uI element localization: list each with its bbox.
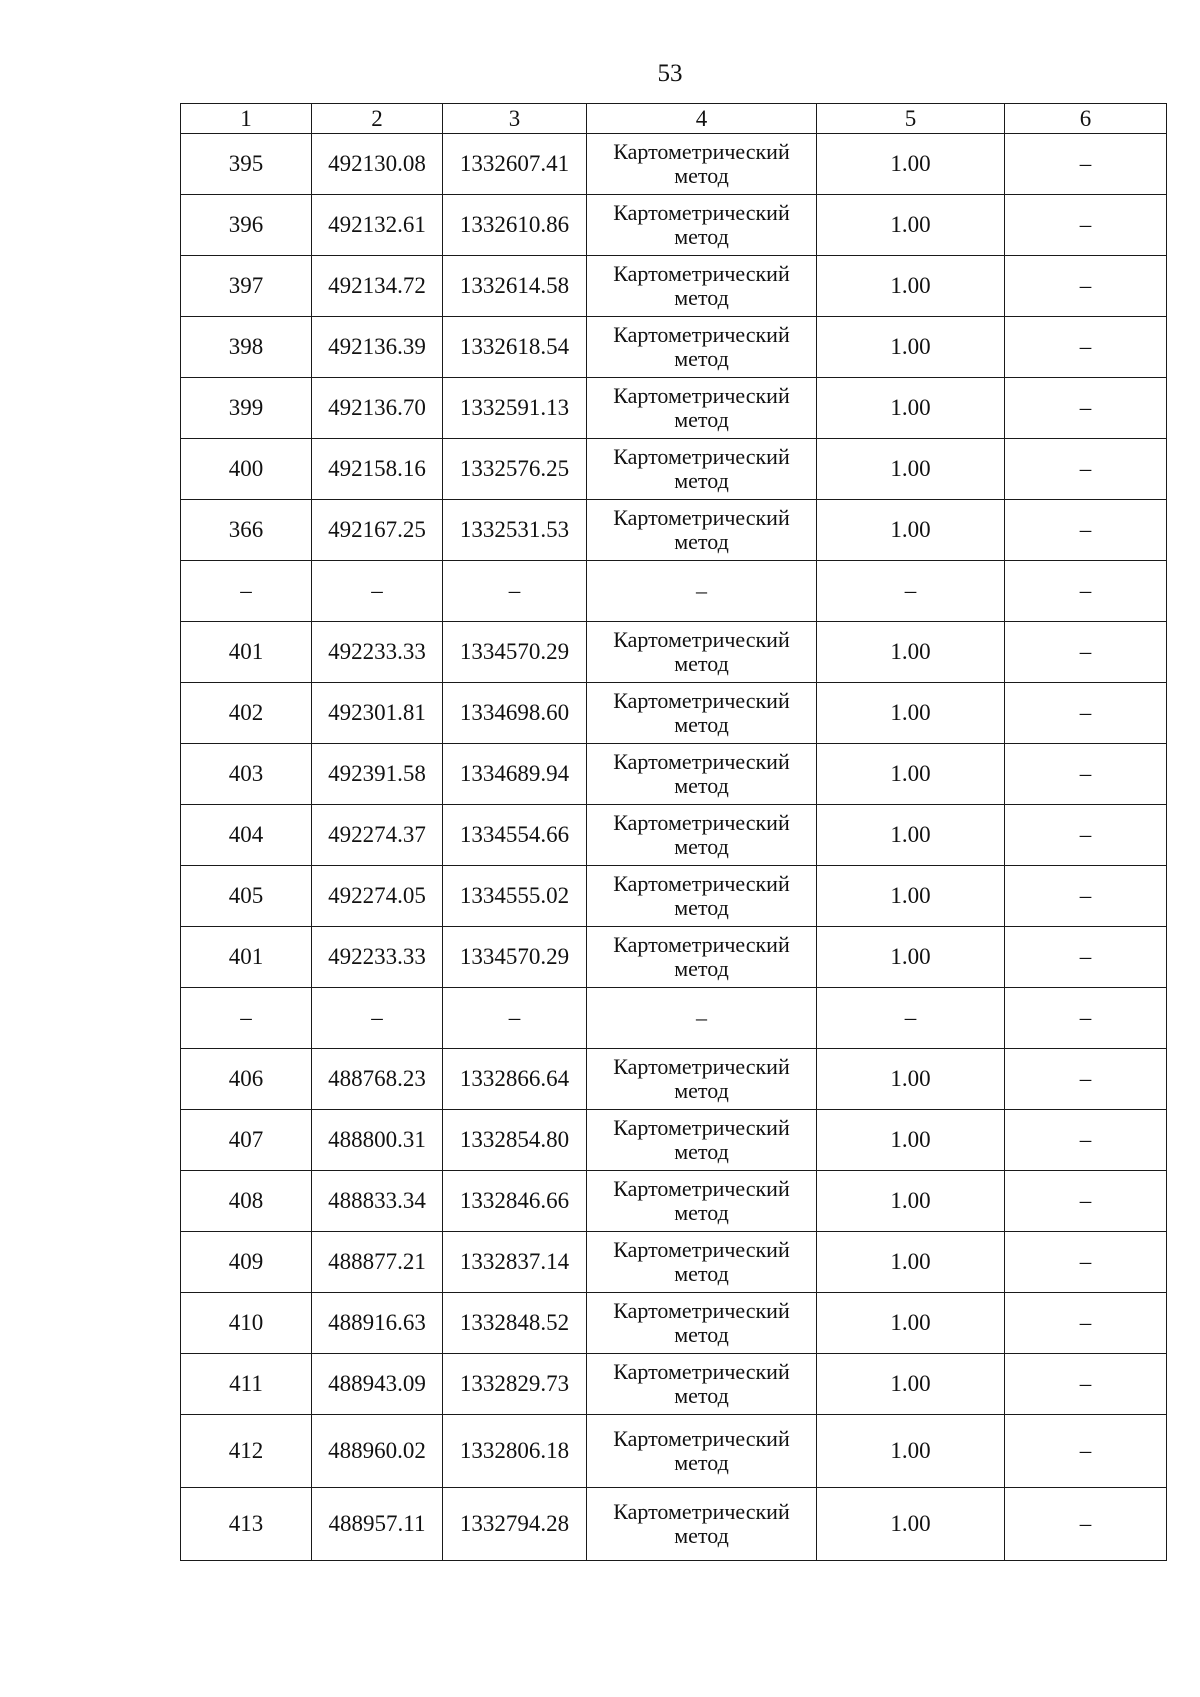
table-row <box>181 1171 1167 1232</box>
accuracy-cell: 1.00 <box>817 1354 1005 1415</box>
method-line-1: – <box>696 1005 707 1030</box>
x-coordinate-cell: 492158.16 <box>312 439 443 500</box>
table-row <box>181 1415 1167 1488</box>
table-row <box>181 1488 1167 1561</box>
method-line-1: Картометрический <box>613 1176 790 1201</box>
method-cell <box>587 683 817 744</box>
point-number-cell: 397 <box>181 256 312 317</box>
method-line-2: метод <box>674 468 729 493</box>
method-line-2: метод <box>674 1322 729 1347</box>
y-coordinate-cell: 1334698.60 <box>443 683 587 744</box>
method-line-1: Картометрический <box>613 627 790 652</box>
method-line-2: метод <box>674 956 729 981</box>
note-cell: – <box>1005 134 1167 195</box>
note-cell: – <box>1005 744 1167 805</box>
method-line-1: – <box>696 578 707 603</box>
column-header: 3 <box>443 104 587 134</box>
method-cell <box>587 317 817 378</box>
note-cell: – <box>1005 1171 1167 1232</box>
coordinates-table <box>180 103 1167 1561</box>
point-number-cell: 406 <box>181 1049 312 1110</box>
column-header: 4 <box>587 104 817 134</box>
table-row <box>181 1293 1167 1354</box>
method-cell <box>587 1232 817 1293</box>
note-cell: – <box>1005 439 1167 500</box>
accuracy-cell: 1.00 <box>817 195 1005 256</box>
point-number-cell: 404 <box>181 805 312 866</box>
point-number-cell: – <box>181 988 312 1049</box>
accuracy-cell: 1.00 <box>817 378 1005 439</box>
note-cell: – <box>1005 1049 1167 1110</box>
x-coordinate-cell: 492130.08 <box>312 134 443 195</box>
point-number-cell: 411 <box>181 1354 312 1415</box>
accuracy-cell: 1.00 <box>817 317 1005 378</box>
x-coordinate-cell: 488943.09 <box>312 1354 443 1415</box>
y-coordinate-cell: 1332610.86 <box>443 195 587 256</box>
method-line-1: Картометрический <box>613 871 790 896</box>
y-coordinate-cell: 1334689.94 <box>443 744 587 805</box>
table-row <box>181 1110 1167 1171</box>
table-row <box>181 561 1167 622</box>
x-coordinate-cell: 488800.31 <box>312 1110 443 1171</box>
accuracy-cell: 1.00 <box>817 256 1005 317</box>
accuracy-cell: 1.00 <box>817 683 1005 744</box>
x-coordinate-cell: 488833.34 <box>312 1171 443 1232</box>
y-coordinate-cell: 1332531.53 <box>443 500 587 561</box>
method-cell <box>587 1415 817 1488</box>
column-header: 6 <box>1005 104 1167 134</box>
accuracy-cell: 1.00 <box>817 622 1005 683</box>
point-number-cell: 401 <box>181 622 312 683</box>
point-number-cell: – <box>181 561 312 622</box>
method-line-1: Картометрический <box>613 1359 790 1384</box>
method-line-2: метод <box>674 1261 729 1286</box>
method-cell <box>587 256 817 317</box>
method-line-2: метод <box>674 1200 729 1225</box>
method-line-2: метод <box>674 651 729 676</box>
method-line-2: метод <box>674 224 729 249</box>
point-number-cell: 400 <box>181 439 312 500</box>
point-number-cell: 407 <box>181 1110 312 1171</box>
note-cell: – <box>1005 256 1167 317</box>
note-cell: – <box>1005 988 1167 1049</box>
y-coordinate-cell: 1334570.29 <box>443 622 587 683</box>
table-row <box>181 1354 1167 1415</box>
y-coordinate-cell: 1332848.52 <box>443 1293 587 1354</box>
table-row <box>181 927 1167 988</box>
accuracy-cell: 1.00 <box>817 927 1005 988</box>
table-row <box>181 683 1167 744</box>
method-cell <box>587 500 817 561</box>
accuracy-cell: – <box>817 988 1005 1049</box>
accuracy-cell: 1.00 <box>817 134 1005 195</box>
table-row <box>181 622 1167 683</box>
x-coordinate-cell: 492274.37 <box>312 805 443 866</box>
table-row <box>181 1049 1167 1110</box>
y-coordinate-cell: 1334554.66 <box>443 805 587 866</box>
method-line-1: Картометрический <box>613 1115 790 1140</box>
table-row <box>181 805 1167 866</box>
y-coordinate-cell: 1332618.54 <box>443 317 587 378</box>
column-header: 2 <box>312 104 443 134</box>
x-coordinate-cell: 492136.39 <box>312 317 443 378</box>
method-cell <box>587 1049 817 1110</box>
x-coordinate-cell: 492301.81 <box>312 683 443 744</box>
accuracy-cell: – <box>817 561 1005 622</box>
method-line-2: метод <box>674 1450 729 1475</box>
accuracy-cell: 1.00 <box>817 805 1005 866</box>
method-line-2: метод <box>674 529 729 554</box>
x-coordinate-cell: 492134.72 <box>312 256 443 317</box>
method-line-1: Картометрический <box>613 932 790 957</box>
method-line-1: Картометрический <box>613 1054 790 1079</box>
table-row <box>181 317 1167 378</box>
x-coordinate-cell: 492233.33 <box>312 927 443 988</box>
y-coordinate-cell: – <box>443 561 587 622</box>
table-row <box>181 439 1167 500</box>
x-coordinate-cell: 492132.61 <box>312 195 443 256</box>
x-coordinate-cell: 492233.33 <box>312 622 443 683</box>
table-row <box>181 500 1167 561</box>
accuracy-cell: 1.00 <box>817 439 1005 500</box>
column-header: 1 <box>181 104 312 134</box>
method-cell <box>587 561 817 622</box>
method-line-2: метод <box>674 834 729 859</box>
y-coordinate-cell: 1332846.66 <box>443 1171 587 1232</box>
method-line-2: метод <box>674 163 729 188</box>
method-cell <box>587 622 817 683</box>
method-line-2: метод <box>674 285 729 310</box>
method-cell <box>587 134 817 195</box>
method-line-2: метод <box>674 1523 729 1548</box>
method-cell <box>587 927 817 988</box>
x-coordinate-cell: 492136.70 <box>312 378 443 439</box>
point-number-cell: 412 <box>181 1415 312 1488</box>
x-coordinate-cell: 492167.25 <box>312 500 443 561</box>
point-number-cell: 396 <box>181 195 312 256</box>
accuracy-cell: 1.00 <box>817 1232 1005 1293</box>
method-line-2: метод <box>674 1139 729 1164</box>
x-coordinate-cell: – <box>312 988 443 1049</box>
method-line-1: Картометрический <box>613 444 790 469</box>
table-row <box>181 134 1167 195</box>
y-coordinate-cell: 1332837.14 <box>443 1232 587 1293</box>
y-coordinate-cell: 1332607.41 <box>443 134 587 195</box>
accuracy-cell: 1.00 <box>817 1293 1005 1354</box>
y-coordinate-cell: 1332866.64 <box>443 1049 587 1110</box>
accuracy-cell: 1.00 <box>817 744 1005 805</box>
accuracy-cell: 1.00 <box>817 1415 1005 1488</box>
note-cell: – <box>1005 1110 1167 1171</box>
table-body <box>181 134 1167 1561</box>
accuracy-cell: 1.00 <box>817 500 1005 561</box>
method-cell <box>587 1293 817 1354</box>
method-cell <box>587 805 817 866</box>
note-cell: – <box>1005 927 1167 988</box>
method-cell <box>587 1488 817 1561</box>
point-number-cell: 410 <box>181 1293 312 1354</box>
point-number-cell: 399 <box>181 378 312 439</box>
method-line-1: Картометрический <box>613 200 790 225</box>
method-line-1: Картометрический <box>613 1237 790 1262</box>
method-line-1: Картометрический <box>613 261 790 286</box>
note-cell: – <box>1005 622 1167 683</box>
table-row <box>181 195 1167 256</box>
table-row <box>181 256 1167 317</box>
table-row <box>181 866 1167 927</box>
y-coordinate-cell: – <box>443 988 587 1049</box>
method-line-1: Картометрический <box>613 1298 790 1323</box>
method-line-1: Картометрический <box>613 139 790 164</box>
accuracy-cell: 1.00 <box>817 1110 1005 1171</box>
x-coordinate-cell: 488916.63 <box>312 1293 443 1354</box>
method-line-1: Картометрический <box>613 810 790 835</box>
x-coordinate-cell: – <box>312 561 443 622</box>
column-header: 5 <box>817 104 1005 134</box>
note-cell: – <box>1005 500 1167 561</box>
method-line-1: Картометрический <box>613 1426 790 1451</box>
point-number-cell: 409 <box>181 1232 312 1293</box>
method-line-1: Картометрический <box>613 322 790 347</box>
note-cell: – <box>1005 1354 1167 1415</box>
table-row <box>181 744 1167 805</box>
x-coordinate-cell: 488957.11 <box>312 1488 443 1561</box>
point-number-cell: 413 <box>181 1488 312 1561</box>
note-cell: – <box>1005 378 1167 439</box>
x-coordinate-cell: 492391.58 <box>312 744 443 805</box>
point-number-cell: 405 <box>181 866 312 927</box>
accuracy-cell: 1.00 <box>817 1171 1005 1232</box>
method-cell <box>587 744 817 805</box>
note-cell: – <box>1005 805 1167 866</box>
note-cell: – <box>1005 1488 1167 1561</box>
note-cell: – <box>1005 195 1167 256</box>
method-line-2: метод <box>674 1383 729 1408</box>
method-line-2: метод <box>674 407 729 432</box>
method-cell <box>587 1354 817 1415</box>
method-line-1: Картометрический <box>613 1499 790 1524</box>
point-number-cell: 395 <box>181 134 312 195</box>
note-cell: – <box>1005 1415 1167 1488</box>
method-line-2: метод <box>674 1078 729 1103</box>
method-line-2: метод <box>674 712 729 737</box>
page-number: 53 <box>657 60 683 87</box>
y-coordinate-cell: 1332829.73 <box>443 1354 587 1415</box>
accuracy-cell: 1.00 <box>817 1488 1005 1561</box>
method-cell <box>587 1171 817 1232</box>
method-line-1: Картометрический <box>613 505 790 530</box>
method-cell <box>587 378 817 439</box>
y-coordinate-cell: 1332576.25 <box>443 439 587 500</box>
point-number-cell: 403 <box>181 744 312 805</box>
note-cell: – <box>1005 683 1167 744</box>
method-line-1: Картометрический <box>613 383 790 408</box>
method-line-1: Картометрический <box>613 688 790 713</box>
table-row <box>181 378 1167 439</box>
method-line-2: метод <box>674 346 729 371</box>
method-cell <box>587 988 817 1049</box>
y-coordinate-cell: 1334555.02 <box>443 866 587 927</box>
table-row <box>181 1232 1167 1293</box>
method-cell <box>587 439 817 500</box>
note-cell: – <box>1005 1232 1167 1293</box>
y-coordinate-cell: 1332591.13 <box>443 378 587 439</box>
x-coordinate-cell: 488768.23 <box>312 1049 443 1110</box>
x-coordinate-cell: 488960.02 <box>312 1415 443 1488</box>
accuracy-cell: 1.00 <box>817 1049 1005 1110</box>
note-cell: – <box>1005 561 1167 622</box>
method-cell <box>587 195 817 256</box>
y-coordinate-cell: 1332854.80 <box>443 1110 587 1171</box>
note-cell: – <box>1005 866 1167 927</box>
table-row <box>181 988 1167 1049</box>
point-number-cell: 402 <box>181 683 312 744</box>
y-coordinate-cell: 1332806.18 <box>443 1415 587 1488</box>
y-coordinate-cell: 1332614.58 <box>443 256 587 317</box>
method-cell <box>587 866 817 927</box>
method-cell <box>587 1110 817 1171</box>
note-cell: – <box>1005 1293 1167 1354</box>
point-number-cell: 366 <box>181 500 312 561</box>
method-line-1: Картометрический <box>613 749 790 774</box>
note-cell: – <box>1005 317 1167 378</box>
x-coordinate-cell: 488877.21 <box>312 1232 443 1293</box>
point-number-cell: 398 <box>181 317 312 378</box>
point-number-cell: 401 <box>181 927 312 988</box>
accuracy-cell: 1.00 <box>817 866 1005 927</box>
method-line-2: метод <box>674 773 729 798</box>
x-coordinate-cell: 492274.05 <box>312 866 443 927</box>
method-line-2: метод <box>674 895 729 920</box>
y-coordinate-cell: 1332794.28 <box>443 1488 587 1561</box>
point-number-cell: 408 <box>181 1171 312 1232</box>
header-row <box>181 104 1167 134</box>
y-coordinate-cell: 1334570.29 <box>443 927 587 988</box>
